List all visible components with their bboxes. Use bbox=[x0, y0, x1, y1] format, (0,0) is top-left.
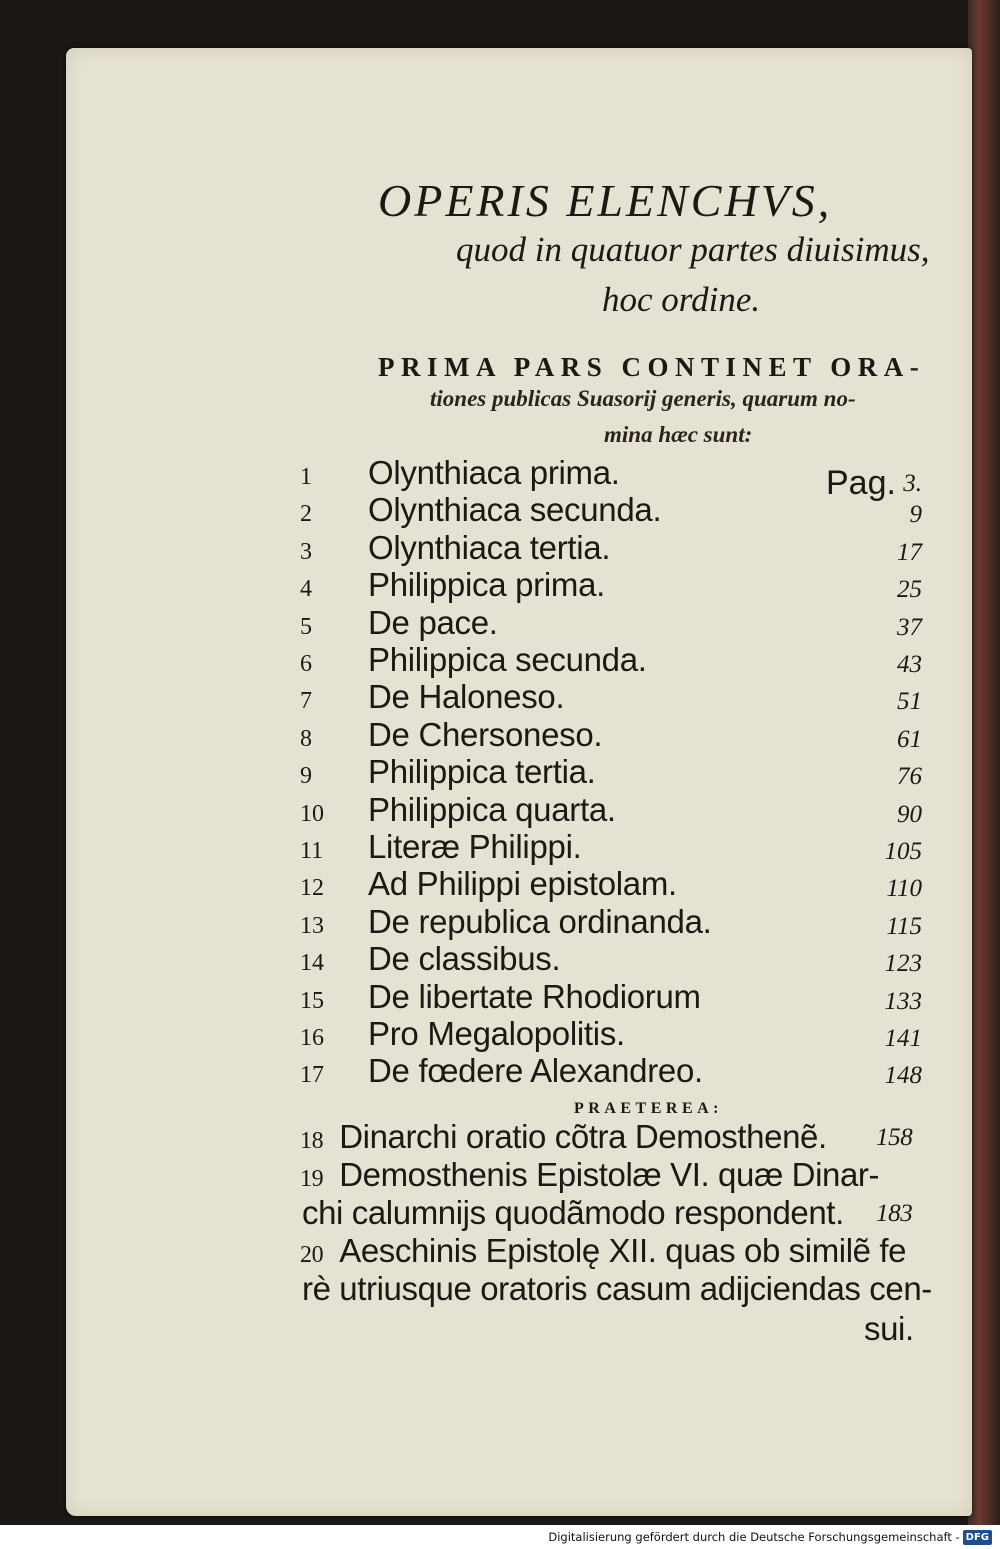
entry-title: De pace. bbox=[368, 603, 498, 641]
entry-page: 61 bbox=[897, 725, 922, 753]
entry-title: Olynthiaca tertia. bbox=[368, 528, 611, 566]
entry-number: 6 bbox=[300, 651, 312, 677]
catchword bbox=[864, 1310, 914, 1348]
footer-credit-bar bbox=[0, 1525, 1000, 1549]
entry-page: 123 bbox=[884, 950, 922, 978]
dfg-logo-icon: DFG bbox=[963, 1530, 992, 1545]
entry-number: 13 bbox=[300, 912, 324, 939]
extra-entry-18 bbox=[300, 1118, 913, 1156]
entry-number: 20 bbox=[300, 1242, 324, 1268]
entry-title: Philippica secunda. bbox=[368, 641, 647, 678]
catchword-text: sui. bbox=[864, 1310, 914, 1347]
entry-title: Demosthenis Epistolæ VI. quæ Dinar- bbox=[339, 1156, 880, 1193]
entry-number: 14 bbox=[300, 950, 324, 977]
entry-page: 25 bbox=[897, 576, 922, 604]
subtitle-line-2: hoc ordine. bbox=[602, 280, 761, 319]
entry-page: 9 bbox=[909, 501, 922, 529]
entry-number: 9 bbox=[300, 763, 312, 790]
entry-page: 115 bbox=[886, 912, 922, 940]
extra-entry-20 bbox=[300, 1232, 906, 1270]
entry-number: 1 bbox=[300, 464, 312, 490]
entry-page: 37 bbox=[897, 613, 922, 641]
page-column-label: Pag. bbox=[826, 464, 896, 502]
section-heading: PRIMA PARS CONTINET ORA- bbox=[378, 352, 926, 382]
book-binding bbox=[968, 0, 1000, 1525]
entry-page: 148 bbox=[884, 1062, 922, 1090]
book-page bbox=[66, 48, 972, 1516]
page-title: OPERIS ELENCHVS, bbox=[378, 175, 833, 226]
entry-title: Ad Philippi epistolam. bbox=[368, 865, 677, 903]
entry-title: Philippica prima. bbox=[368, 566, 606, 604]
footer-credit: Digitalisierung gefördert durch die Deutsche Forschungsgemeinschaft - bbox=[548, 1530, 960, 1544]
entry-title: Literæ Philippi. bbox=[368, 828, 582, 865]
entry-page: 43 bbox=[897, 651, 922, 678]
entry-page: 158 bbox=[876, 1124, 913, 1151]
entry-number: 11 bbox=[300, 838, 324, 864]
entry-page: 51 bbox=[897, 688, 922, 716]
entry-page: 105 bbox=[884, 838, 922, 865]
entry-title: Olynthiaca prima. bbox=[368, 454, 620, 491]
entry-title: De republica ordinanda. bbox=[368, 902, 712, 940]
entry-page: 76 bbox=[897, 763, 922, 791]
extra-entry-19-continued bbox=[302, 1194, 913, 1232]
entry-page: 90 bbox=[897, 800, 922, 828]
entry-number: 15 bbox=[300, 987, 324, 1014]
entry-title: Olynthiaca secunda. bbox=[368, 491, 662, 529]
entry-number: 19 bbox=[300, 1166, 324, 1192]
entry-number: 2 bbox=[300, 501, 312, 528]
entry-number: 7 bbox=[300, 688, 312, 715]
entry-number: 5 bbox=[300, 613, 312, 640]
entry-number: 17 bbox=[300, 1062, 324, 1089]
entry-title: Dinarchi oratio cõtra Demosthenẽ. bbox=[339, 1118, 827, 1155]
entry-number: 8 bbox=[300, 725, 312, 752]
list-item bbox=[66, 1052, 972, 1096]
entry-page: 110 bbox=[886, 875, 922, 903]
entry-page: 133 bbox=[884, 987, 922, 1015]
entry-title: Pro Megalopolitis. bbox=[368, 1015, 625, 1052]
entry-title: Aeschinis Epistolę XII. quas ob similẽ fe bbox=[339, 1232, 907, 1269]
entry-page: 3. bbox=[903, 470, 922, 497]
entry-number: 18 bbox=[300, 1128, 324, 1154]
entry-page: 183 bbox=[876, 1200, 913, 1227]
entry-title: Philippica tertia. bbox=[368, 753, 596, 791]
extra-entry-19 bbox=[300, 1156, 879, 1194]
subtitle-line-1: quod in quatuor partes diuisimus, bbox=[456, 230, 930, 269]
entry-title: De Haloneso. bbox=[368, 678, 565, 716]
entry-number: 10 bbox=[300, 800, 324, 827]
entry-title: De classibus. bbox=[368, 940, 561, 978]
section-description-line-1: tiones publicas Suasorij generis, quarum no- bbox=[430, 386, 856, 411]
entry-number: 4 bbox=[300, 576, 312, 603]
praeterea-heading: PRAETEREA: bbox=[574, 1100, 724, 1117]
entry-number: 16 bbox=[300, 1025, 324, 1051]
entry-number: 12 bbox=[300, 875, 324, 902]
entry-page: 17 bbox=[897, 538, 922, 566]
entry-page: 141 bbox=[884, 1025, 922, 1052]
entry-title: De fœdere Alexandreo. bbox=[368, 1052, 703, 1090]
section-description-line-2: mina hæc sunt: bbox=[604, 422, 753, 447]
entry-number: 3 bbox=[300, 538, 312, 565]
extra-entry-20-continued bbox=[302, 1270, 932, 1308]
entry-title: Philippica quarta. bbox=[368, 790, 616, 828]
entry-title-continued: rè utriusque oratoris casum adijciendas cen- bbox=[302, 1270, 932, 1307]
list-item bbox=[66, 566, 972, 610]
entry-title-continued: chi calumnijs quodãmodo respondent. bbox=[302, 1194, 844, 1231]
entry-title: De libertate Rhodiorum bbox=[368, 977, 701, 1015]
entry-title: De Chersoneso. bbox=[368, 715, 603, 753]
